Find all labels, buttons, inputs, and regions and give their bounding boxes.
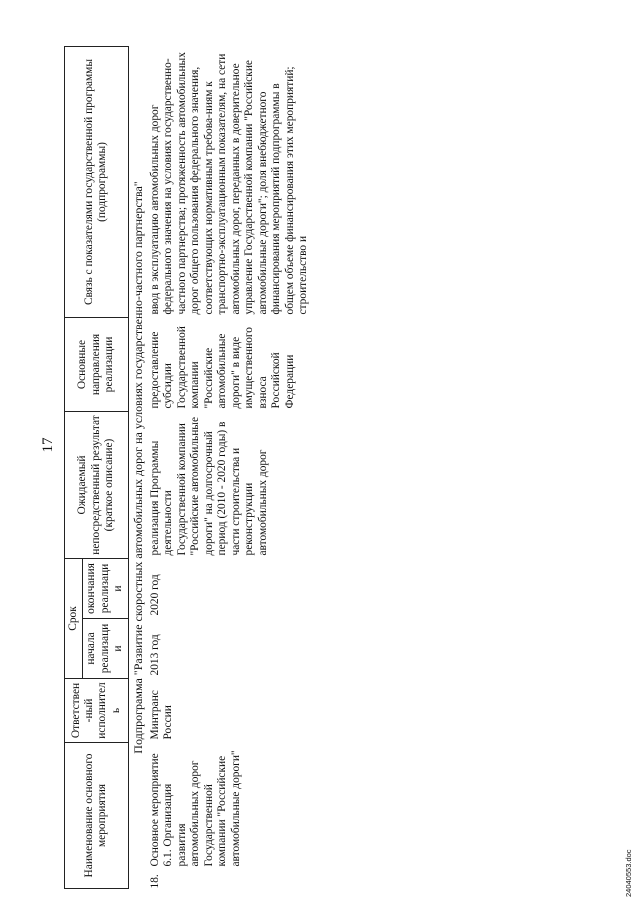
subprogram-row [128, 47, 147, 889]
row-name: Основное мероприятие 6.1. Организация развития автомобильных дорог Государственной компании "Российские автомобильные дороги" [148, 750, 242, 867]
header-directions: Основные направления реализации [65, 318, 129, 412]
header-name: Наименование основного мероприятия [65, 743, 129, 889]
page-number: 17 [40, 437, 56, 453]
cell-start: 2013 год [148, 634, 161, 676]
header-link: Связь с показателями государственной программы (подпрограммы) [65, 47, 129, 318]
document-code: 24040553.doc [624, 849, 633, 897]
header-result: Ожидаемый непосредственный результат (краткое описание) [65, 412, 129, 559]
row-number: 18. [148, 874, 161, 889]
header-start: начала реализации [83, 619, 128, 679]
header-term: Срок [65, 559, 83, 679]
cell-directions: предоставление субсидии Государственной компании "Российские автомобильные дороги" в виде имущественного взноса Российской Федерации [148, 326, 296, 409]
cell-end: 2020 год [148, 574, 161, 616]
header-end: окончания реализации [83, 559, 128, 619]
cell-link: ввод в эксплуатацию автомобильных дорог федерального значения на условиях государственно-частного партнерства; протяженность автомобильных дорог общего пользования федерального значения, соответствующих нормативным требова-ниям к транспортно-эксплуатационным показателям, на сети автомобильных дорог, переданных в доверительное управление Государственной компании "Российские автомобильные дороги"; доля внебюджетного финансирования мероприятий подпрограммы в общем объеме финансирования этих мероприятий; строительство и [148, 52, 309, 315]
subprogram-title: Подпрограмма "Развитие скоростных автомобильных дорог на условиях государственно-частного партнерства" [130, 181, 145, 754]
activities-table [64, 46, 312, 889]
cell-name [147, 743, 312, 889]
table-row [147, 47, 312, 889]
cell-result: реализация Программы деятельности Государственной компании "Российские автомобильные дороги" на долгосрочный период (2010 - 2020 годы) в части строительства и реконструкции автомобильных дорог [148, 416, 269, 556]
header-row-1 [65, 47, 83, 889]
header-responsible: Ответствен-ный исполнитель [65, 679, 129, 743]
cell-responsible: Минтранс России [148, 690, 175, 740]
